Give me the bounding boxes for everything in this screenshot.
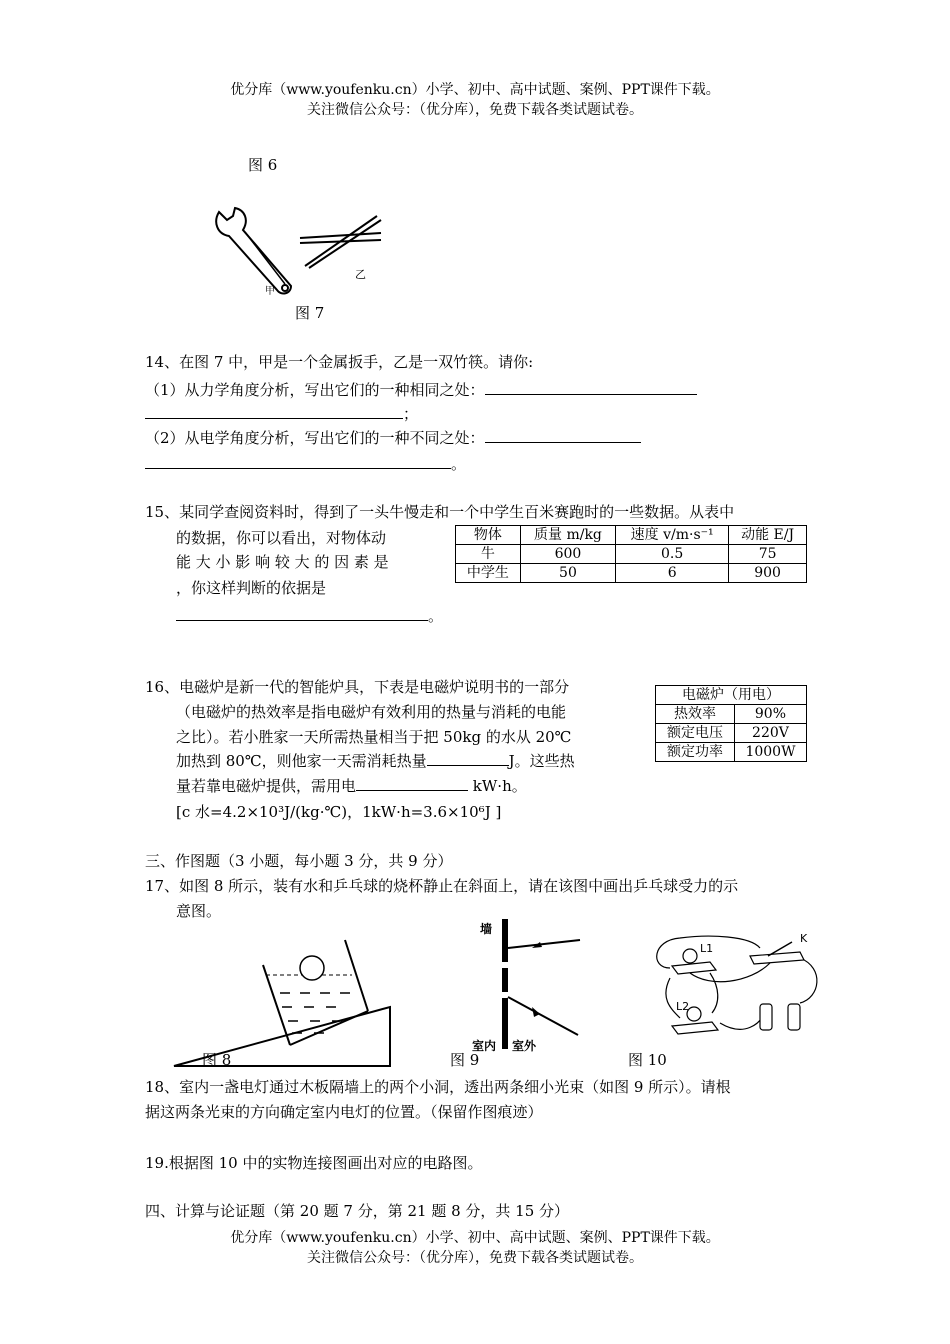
table-row — [656, 724, 807, 743]
lamp-base-l1 — [672, 962, 716, 974]
fig7-illustration — [205, 200, 395, 305]
table-cell: 热效率 — [656, 705, 735, 724]
fig9-wall-label: 墙 — [480, 922, 493, 936]
table-row — [656, 705, 807, 724]
fig7-caption: 图 7 — [295, 304, 325, 322]
table-cell: 75 — [729, 545, 807, 564]
header-line-2: 关注微信公众号：（优分库），免费下载各类试题试卷。 — [307, 102, 643, 118]
table-cell: 额定功率 — [656, 743, 735, 762]
switch-base — [750, 952, 804, 964]
q15-table — [455, 525, 807, 583]
q14-part2 — [145, 426, 641, 450]
q14-part2-end: 。 — [451, 455, 467, 473]
q19: 19.根据图 10 中的实物连接图画出对应的电路图。 — [145, 1154, 483, 1172]
fig8-caption: 图 8 — [202, 1051, 232, 1069]
q14-part2-text: （2）从电学角度分析，写出它们的一种不同之处： — [145, 429, 485, 447]
section3-title: 三、作图题（3 小题，每小题 3 分，共 9 分） — [145, 852, 453, 870]
fig9-outdoor-label: 室外 — [512, 1039, 537, 1053]
table-row — [656, 743, 807, 762]
q14-part1-end: ； — [403, 405, 419, 423]
battery-1-icon — [760, 1004, 772, 1030]
fig9-illustration — [470, 915, 590, 1055]
table-header-row — [456, 526, 807, 545]
q15-line4: ，你这样判断的依据是 — [176, 579, 327, 597]
q15-end: 。 — [428, 607, 444, 625]
q15-line3: 能 大 小 影 响 较 大 的 因 素 是 — [176, 553, 389, 571]
table-cell: 6 — [616, 564, 729, 583]
q16-line1: 16、电磁炉是新一代的智能炉具，下表是电磁炉说明书的一部分 — [145, 678, 570, 696]
table-title: 电磁炉（用电） — [656, 686, 807, 705]
q14-stem: 14、在图 7 中，甲是一个金属扳手，乙是一双竹筷。请你: — [145, 353, 534, 371]
bulb-l1-icon — [683, 949, 697, 963]
q16-line4-text: 加热到 80℃，则他家一天需消耗热量 — [176, 752, 427, 770]
fig6-caption: 图 6 — [248, 156, 278, 174]
table-header: 速度 v/m·s⁻¹ — [616, 526, 729, 545]
q17-line1: 17、如图 8 所示，装有水和乒乓球的烧杯静止在斜面上，请在该图中画出乒乓球受力的示 — [145, 877, 739, 895]
table-cell: 600 — [520, 545, 615, 564]
table-cell: 90% — [734, 705, 806, 724]
fig7-label-yi: 乙 — [355, 268, 366, 281]
table-row — [456, 564, 807, 583]
q17-line2: 意图。 — [176, 902, 222, 920]
fig10-K-label: K — [800, 932, 808, 945]
q14-part1-cont — [145, 402, 418, 426]
table-row — [456, 545, 807, 564]
table-cell: 220V — [734, 724, 806, 743]
q15-line2: 的数据，你可以看出，对物体动 — [176, 529, 387, 547]
table-cell: 0.5 — [616, 545, 729, 564]
q14-part2-blank-a[interactable] — [485, 428, 641, 443]
section4-title: 四、计算与论证题（第 20 题 7 分，第 21 题 8 分，共 15 分） — [145, 1202, 570, 1220]
fig10-L1-label: L1 — [700, 942, 714, 955]
q16-line5 — [176, 774, 527, 798]
q16-line2: （电磁炉的热效率是指电磁炉有效利用的热量与消耗的电能 — [176, 703, 567, 721]
table-cell: 额定电压 — [656, 724, 735, 743]
table-cell: 50 — [520, 564, 615, 583]
fig10-illustration — [650, 928, 820, 1046]
q16-table — [655, 685, 807, 762]
table-cell: 中学生 — [456, 564, 521, 583]
footer-line-1: 优分库（www.youfenku.cn）小学、初中、高中试题、案例、PPT课件下载。 — [230, 1230, 720, 1246]
fig7-label-jia: 甲 — [265, 286, 275, 297]
table-cell: 1000W — [734, 743, 806, 762]
q14-part1-blank-b[interactable] — [145, 404, 403, 419]
q15-stem: 15、某同学查阅资料时，得到了一头牛慢走和一个中学生百米赛跑时的一些数据。从表中 — [145, 503, 735, 521]
fig10-caption: 图 10 — [628, 1051, 667, 1069]
q15-blank[interactable] — [176, 606, 428, 621]
q16-heat-blank[interactable] — [427, 751, 509, 766]
wrench-icon — [216, 208, 291, 293]
ping-pong-ball-icon — [300, 956, 324, 980]
battery-2-icon — [788, 1004, 800, 1030]
q16-constants: [c 水=4.2×10³J/(kg·℃)，1kW·h=3.6×10⁶J ] — [176, 803, 502, 821]
q18-line2: 据这两条光束的方向确定室内电灯的位置。（保留作图痕迹） — [145, 1103, 543, 1121]
q15-line5 — [176, 604, 443, 628]
q18-line1: 18、室内一盏电灯通过木板隔墙上的两个小洞，透出两条细小光束（如图 9 所示）。请根 — [145, 1078, 731, 1096]
table-header: 动能 E/J — [729, 526, 807, 545]
footer-line-2: 关注微信公众号：（优分库），免费下载各类试题试卷。 — [307, 1250, 643, 1266]
q14-part1-blank-a[interactable] — [485, 380, 697, 395]
q14-part2-cont — [145, 452, 466, 476]
chopsticks-icon — [300, 216, 381, 268]
q16-line3: 之比）。若小胜家一天所需热量相当于把 50kg 的水从 20℃ — [176, 728, 572, 746]
q16-line4 — [176, 749, 575, 773]
table-cell: 牛 — [456, 545, 521, 564]
fig9-indoor-label: 室内 — [472, 1039, 497, 1053]
q14-part2-blank-b[interactable] — [145, 454, 451, 469]
fig10-L2-label: L2 — [676, 1000, 690, 1013]
table-cell: 900 — [729, 564, 807, 583]
q14-part1-text: （1）从力学角度分析，写出它们的一种相同之处： — [145, 381, 485, 399]
lamp-base-l2 — [672, 1022, 718, 1034]
q16-energy-blank[interactable] — [356, 776, 468, 791]
fig9-caption: 图 9 — [450, 1051, 480, 1069]
q16-line4-end: J。这些热 — [508, 752, 575, 770]
table-header: 物体 — [456, 526, 521, 545]
wall-icon — [502, 919, 508, 1049]
q16-line5-text: 量若靠电磁炉提供，需用电 — [176, 777, 357, 795]
header-line-1: 优分库（www.youfenku.cn）小学、初中、高中试题、案例、PPT课件下载。 — [230, 82, 720, 98]
table-header: 质量 m/kg — [520, 526, 615, 545]
q16-line5-end: kW·h。 — [472, 777, 527, 795]
q14-part1 — [145, 378, 697, 402]
